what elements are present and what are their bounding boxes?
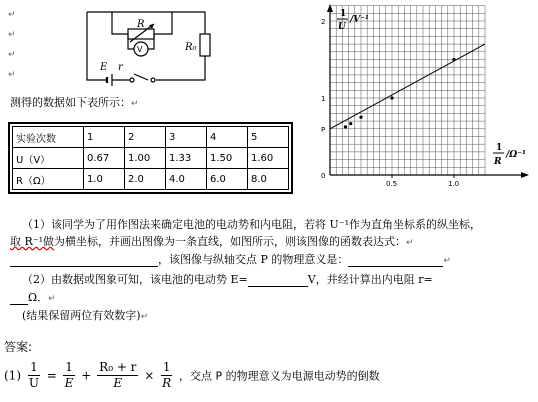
fit-line [330,44,485,129]
switch-blade [134,74,148,80]
paragraph-mark-icon: ↵ [406,238,414,248]
data-point [452,58,455,61]
intro-text: 测得的数据如下表所示：↵ [10,96,139,109]
label-r: R [137,19,145,30]
table-row-label: R（Ω） [13,169,84,190]
question-line-5: Ω．↵ [10,289,56,305]
paragraph-mark-icon: ↵ [8,30,16,40]
data-point [344,125,347,128]
table-row-label: U（V） [13,148,84,169]
x-tick-label: 0.5 [386,180,398,188]
label-v: V [137,45,143,54]
answer-blank-resistance [10,291,28,305]
question-line-4: （2）由数据或图象可知，该电池的电动势 E= V，并经计算出内电阻 r= [22,273,433,286]
table-cell: 1.33 [166,148,207,169]
table-cell: 8.0 [248,169,289,190]
x-label-numerator: 1 [496,143,503,153]
table-cell: 5 [248,127,289,148]
paragraph-mark-icon: ↵ [8,50,16,60]
switch-contact-right [151,78,155,82]
fraction-1-over-r: $\frac{1}{R}$ [162,360,172,390]
data-table [12,126,289,190]
table-row [13,127,289,148]
table-row [13,169,289,190]
wire-branch-right [154,12,172,34]
data-point [349,122,352,125]
resistor-r0 [200,34,210,56]
paragraph-mark-icon: ↵ [443,256,451,266]
y-tick-label: 1 [321,95,326,103]
table-cell: 1.50 [207,148,248,169]
x-label-denominator: R [494,157,502,167]
y-axis-arrow-icon [327,4,333,12]
fraction-1-over-u: $\frac{1}{U}$ [28,360,39,390]
paragraph-mark-icon: ↵ [48,294,56,304]
x-axis-arrow-icon [521,172,529,178]
y-label-denominator: U [338,22,346,32]
table-cell: 2.0 [125,169,166,190]
answer-blank-meaning [348,253,443,267]
label-e: E [100,62,108,73]
question-line-2: 取 R⁻¹做为横坐标，并画出图像为一条直线，如图所示，则该图像的函数表达式：↵ [10,235,414,248]
answer-blank-emf [248,273,308,287]
paragraph-mark-icon: ↵ [8,70,16,80]
circuit-diagram [60,4,230,92]
label-r0: R₀ [185,42,197,53]
label-r-internal: r [118,62,123,73]
data-point [359,116,362,119]
table-cell: 1.0 [84,169,125,190]
table-cell: 4.0 [166,169,207,190]
paragraph-mark-icon: ↵ [8,10,16,20]
table-cell: 1.60 [248,148,289,169]
answer-label: 答案: [4,340,33,354]
table-row-label: 实验次数 [13,127,84,148]
table-cell: 2 [125,127,166,148]
table-cell: 6.0 [207,169,248,190]
table-cell: 1.00 [125,148,166,169]
question-line-6: (结果保留两位有效数字)↵ [22,309,149,322]
table-cell: 4 [207,127,248,148]
x-label-unit: /Ω⁻¹ [506,150,526,160]
data-point [390,96,393,99]
table-row [13,148,289,169]
y-label-numerator: 1 [340,9,347,19]
data-table-frame [8,122,293,194]
question-line-1: （1）该同学为了用作图法来确定电池的电动势和内电阻，若将 U⁻¹作为直角坐标系的纵坐标， [22,218,481,231]
answer-blank-expression [10,253,158,267]
chart [300,0,536,200]
question-line-3: ，该图像与纵轴交点 P 的物理意义是： ↵ [10,251,451,267]
fraction-r0-plus-r-over-e: $\frac{\text{R₀ + r}}{E}$ [99,360,137,390]
answer-formula: (1) $\frac{1}{U}$ = $\frac{1}{E}$ + $\frac{\text{R₀ + r}}{E}$ × $\frac{1}{R}$ ，交点 P 的物理意义为电源电动势的倒数 [4,360,380,390]
x-tick-label: 1.0 [448,180,460,188]
wire-right [156,56,205,80]
paragraph-mark-icon: ↵ [140,312,149,322]
table-cell: 1 [84,127,125,148]
tick-label-origin: 0 [321,172,326,180]
paragraph-mark-icon: ↵ [131,99,139,109]
p-label: P [321,125,326,134]
y-label-unit: /V⁻¹ [350,15,369,25]
switch-contact-left [130,78,134,82]
y-tick-label: 2 [321,18,326,26]
wire-branch-left [112,12,128,34]
table-cell: 3 [166,127,207,148]
table-cell: 0.67 [84,148,125,169]
fraction-1-over-e: $\frac{1}{E}$ [64,360,74,390]
